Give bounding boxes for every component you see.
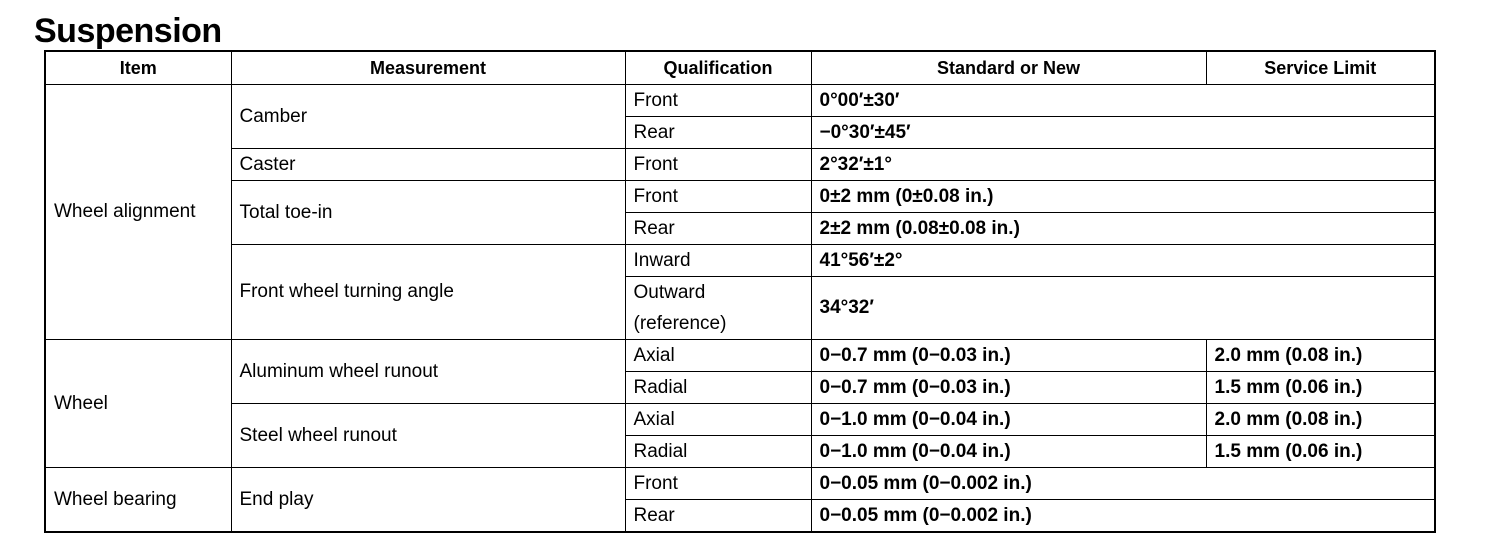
standard-cell: 0−0.7 mm (0−0.03 in.): [811, 340, 1206, 372]
service-limit-cell: 2.0 mm (0.08 in.): [1206, 404, 1435, 436]
service-limit-cell: 1.5 mm (0.06 in.): [1206, 436, 1435, 468]
standard-cell: 0−1.0 mm (0−0.04 in.): [811, 404, 1206, 436]
table-row: [45, 340, 1435, 372]
qualification-cell: Front: [625, 149, 811, 181]
standard-cell: 0−0.05 mm (0−0.002 in.): [811, 500, 1206, 533]
standard-cell: 34°32′: [811, 277, 1206, 340]
standard-cell: 0°00′±30′: [811, 85, 1206, 117]
service-limit-cell: [1206, 500, 1435, 533]
service-limit-cell: 2.0 mm (0.08 in.): [1206, 340, 1435, 372]
qualification-cell: Axial: [625, 404, 811, 436]
qualification-cell: [625, 277, 811, 340]
header-service-limit: Service Limit: [1206, 51, 1435, 85]
qualification-cell: Inward: [625, 245, 811, 277]
qualification-note: (reference): [633, 313, 727, 334]
service-limit-cell: [1206, 149, 1435, 181]
standard-cell: 0−0.7 mm (0−0.03 in.): [811, 372, 1206, 404]
qualification-cell: Front: [625, 181, 811, 213]
item-wheel: Wheel: [45, 340, 231, 468]
service-limit-cell: [1206, 181, 1435, 213]
header-measurement: Measurement: [231, 51, 625, 85]
qualification-cell: Front: [625, 85, 811, 117]
qualification-line: Outward: [633, 282, 706, 303]
standard-cell: 2°32′±1°: [811, 149, 1206, 181]
service-limit-cell: [1206, 468, 1435, 500]
header-item: Item: [45, 51, 231, 85]
header-standard: Standard or New: [811, 51, 1206, 85]
table-row: [45, 181, 1435, 213]
header-row: [45, 51, 1435, 85]
qualification-cell: Radial: [625, 436, 811, 468]
table-row: [45, 404, 1435, 436]
measurement-total-toe-in: Total toe-in: [231, 181, 625, 245]
standard-cell: 0−1.0 mm (0−0.04 in.): [811, 436, 1206, 468]
service-limit-cell: [1206, 277, 1435, 340]
service-limit-cell: 1.5 mm (0.06 in.): [1206, 372, 1435, 404]
service-limit-cell: [1206, 85, 1435, 117]
standard-cell: −0°30′±45′: [811, 117, 1206, 149]
measurement-camber: Camber: [231, 85, 625, 149]
measurement-aluminum-wheel-runout: Aluminum wheel runout: [231, 340, 625, 404]
table-row: [45, 245, 1435, 277]
service-limit-cell: [1206, 245, 1435, 277]
qualification-cell: Rear: [625, 117, 811, 149]
measurement-steel-wheel-runout: Steel wheel runout: [231, 404, 625, 468]
measurement-caster: Caster: [231, 149, 625, 181]
measurement-end-play: End play: [231, 468, 625, 533]
qualification-cell: Rear: [625, 213, 811, 245]
qualification-cell: Radial: [625, 372, 811, 404]
table-row: [45, 85, 1435, 117]
qualification-cell: Axial: [625, 340, 811, 372]
header-qualification: Qualification: [625, 51, 811, 85]
item-wheel-bearing: Wheel bearing: [45, 468, 231, 533]
table-row: [45, 149, 1435, 181]
item-wheel-alignment: Wheel alignment: [45, 85, 231, 340]
table-row: [45, 468, 1435, 500]
page-title: Suspension: [34, 12, 222, 50]
standard-cell: 41°56′±2°: [811, 245, 1206, 277]
measurement-front-wheel-turning-angle: Front wheel turning angle: [231, 245, 625, 340]
service-limit-cell: [1206, 213, 1435, 245]
qualification-cell: Front: [625, 468, 811, 500]
suspension-spec-table: [44, 50, 1436, 533]
standard-cell: 0±2 mm (0±0.08 in.): [811, 181, 1206, 213]
service-limit-cell: [1206, 117, 1435, 149]
qualification-cell: Rear: [625, 500, 811, 533]
standard-cell: 2±2 mm (0.08±0.08 in.): [811, 213, 1206, 245]
standard-cell: 0−0.05 mm (0−0.002 in.): [811, 468, 1206, 500]
